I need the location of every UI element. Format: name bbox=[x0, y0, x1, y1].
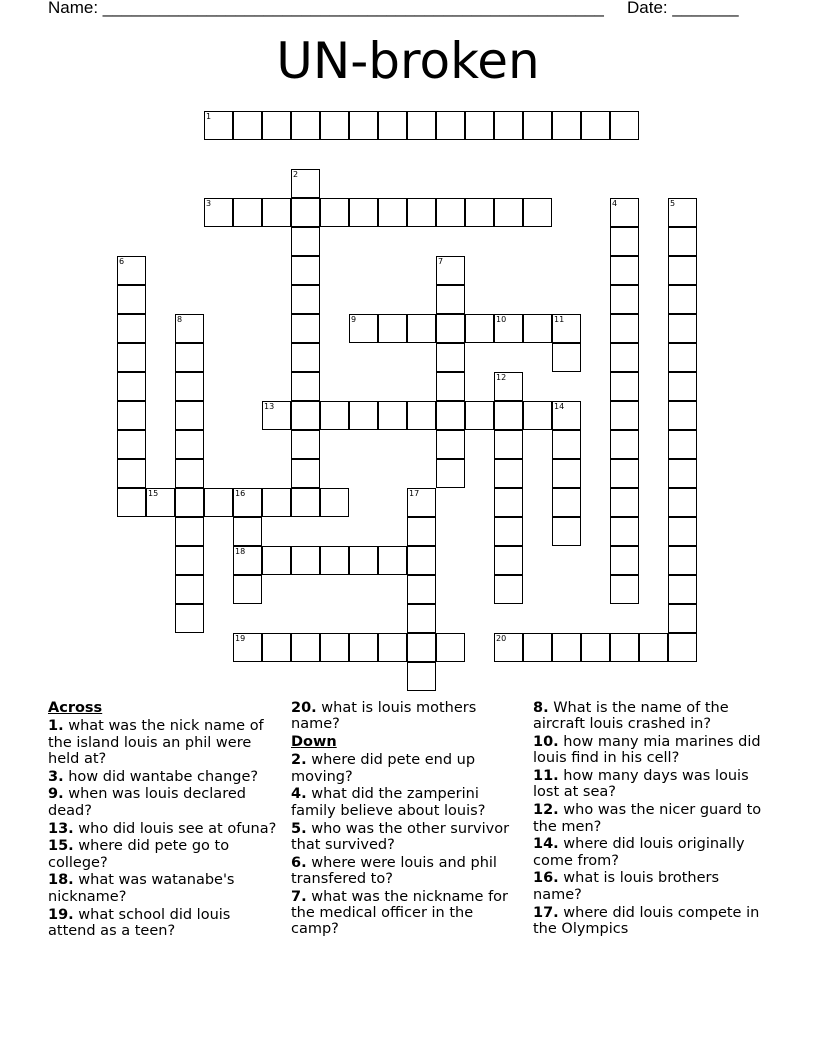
clue-number: 18. bbox=[48, 872, 74, 889]
grid-cell[interactable] bbox=[378, 401, 407, 430]
clue-item bbox=[291, 786, 519, 819]
grid-cell[interactable] bbox=[291, 314, 320, 343]
grid-cell[interactable] bbox=[233, 111, 262, 140]
grid-cell[interactable] bbox=[668, 546, 697, 575]
grid-cell[interactable] bbox=[320, 633, 349, 662]
clue-number: 13 bbox=[264, 402, 275, 411]
clue-text: what was the nickname for the medical officer in the camp? bbox=[291, 888, 509, 938]
grid-cell[interactable] bbox=[407, 546, 436, 575]
clue-text: what did the zamperini family believe about louis? bbox=[291, 786, 486, 819]
grid-cell[interactable] bbox=[378, 546, 407, 575]
grid-cell[interactable] bbox=[349, 314, 378, 343]
grid-cell[interactable] bbox=[436, 256, 465, 285]
grid-cell[interactable] bbox=[610, 227, 639, 256]
grid-cell[interactable] bbox=[117, 314, 146, 343]
clue-item bbox=[291, 855, 519, 888]
grid-cell[interactable] bbox=[668, 401, 697, 430]
grid-cell[interactable] bbox=[436, 285, 465, 314]
clue-item bbox=[48, 872, 278, 905]
grid-cell[interactable] bbox=[291, 488, 320, 517]
grid-cell[interactable] bbox=[552, 488, 581, 517]
clue-item bbox=[48, 838, 278, 871]
grid-cell[interactable] bbox=[668, 517, 697, 546]
grid-cell[interactable] bbox=[117, 285, 146, 314]
grid-cell[interactable] bbox=[291, 430, 320, 459]
grid-cell[interactable] bbox=[494, 575, 523, 604]
grid-cell[interactable] bbox=[117, 372, 146, 401]
clue-number: 20. bbox=[291, 700, 317, 716]
grid-cell[interactable] bbox=[552, 633, 581, 662]
grid-cell[interactable] bbox=[175, 488, 204, 517]
grid-cell[interactable] bbox=[320, 198, 349, 227]
grid-cell[interactable] bbox=[262, 488, 291, 517]
grid-cell[interactable] bbox=[117, 430, 146, 459]
clue-text: what school did louis attend as a teen? bbox=[48, 906, 231, 939]
clue-item bbox=[48, 769, 278, 785]
clue-text: where did louis compete in the Olympics bbox=[533, 904, 760, 937]
across-heading: Across bbox=[48, 700, 103, 716]
grid-cell[interactable] bbox=[117, 401, 146, 430]
grid-cell[interactable] bbox=[523, 314, 552, 343]
grid-cell[interactable] bbox=[610, 546, 639, 575]
grid-cell[interactable] bbox=[146, 488, 175, 517]
grid-cell[interactable] bbox=[668, 314, 697, 343]
clue-number: 15 bbox=[148, 489, 159, 498]
clues-column-1 bbox=[48, 700, 278, 941]
clue-text: how many days was louis lost at sea? bbox=[533, 768, 749, 801]
grid-cell[interactable] bbox=[378, 198, 407, 227]
clues-column-2 bbox=[291, 700, 519, 939]
grid-cell[interactable] bbox=[639, 633, 668, 662]
grid-cell[interactable] bbox=[262, 633, 291, 662]
grid-cell[interactable] bbox=[552, 430, 581, 459]
grid-cell[interactable] bbox=[233, 198, 262, 227]
grid-cell[interactable] bbox=[407, 604, 436, 633]
grid-cell[interactable] bbox=[204, 488, 233, 517]
grid-cell[interactable] bbox=[349, 111, 378, 140]
grid-cell[interactable] bbox=[291, 198, 320, 227]
grid-cell[interactable] bbox=[407, 517, 436, 546]
clue-number: 16. bbox=[533, 870, 559, 887]
grid-cell[interactable] bbox=[610, 198, 639, 227]
clue-text: what is louis mothers name? bbox=[291, 700, 477, 733]
grid-cell[interactable] bbox=[610, 430, 639, 459]
grid-cell[interactable] bbox=[407, 401, 436, 430]
clue-text: what was the nick name of the island louis an phil were held at? bbox=[48, 718, 264, 767]
grid-cell[interactable] bbox=[436, 430, 465, 459]
grid-cell[interactable] bbox=[523, 198, 552, 227]
clue-text: who did louis see at ofuna? bbox=[78, 820, 277, 837]
grid-cell[interactable] bbox=[175, 517, 204, 546]
grid-cell[interactable] bbox=[465, 401, 494, 430]
grid-cell[interactable] bbox=[291, 256, 320, 285]
date-field-label: Date: _______ bbox=[627, 0, 739, 17]
grid-cell[interactable] bbox=[668, 256, 697, 285]
grid-cell[interactable] bbox=[610, 488, 639, 517]
grid-cell[interactable] bbox=[610, 285, 639, 314]
grid-cell[interactable] bbox=[436, 401, 465, 430]
grid-cell[interactable] bbox=[668, 604, 697, 633]
clue-number: 17. bbox=[533, 904, 559, 921]
grid-cell[interactable] bbox=[175, 343, 204, 372]
grid-cell[interactable] bbox=[320, 546, 349, 575]
clue-number: 20 bbox=[496, 634, 507, 643]
grid-cell[interactable] bbox=[436, 372, 465, 401]
clue-item bbox=[533, 700, 768, 733]
down-heading: Down bbox=[291, 734, 337, 751]
grid-cell[interactable] bbox=[668, 285, 697, 314]
grid-cell[interactable] bbox=[610, 575, 639, 604]
clue-number: 11 bbox=[554, 315, 565, 324]
grid-cell[interactable] bbox=[581, 111, 610, 140]
clue-number: 7 bbox=[438, 257, 444, 266]
clue-number: 10 bbox=[496, 315, 507, 324]
clue-text: what was watanabe's nickname? bbox=[48, 872, 235, 905]
grid-cell[interactable] bbox=[523, 633, 552, 662]
grid-cell[interactable] bbox=[610, 372, 639, 401]
clue-item bbox=[48, 718, 278, 767]
grid-cell[interactable] bbox=[291, 546, 320, 575]
grid-cell[interactable] bbox=[668, 488, 697, 517]
grid-cell[interactable] bbox=[494, 314, 523, 343]
grid-cell[interactable] bbox=[291, 372, 320, 401]
clue-item bbox=[48, 821, 278, 837]
grid-cell[interactable] bbox=[436, 459, 465, 488]
grid-cell[interactable] bbox=[117, 343, 146, 372]
clue-number: 16 bbox=[235, 489, 246, 498]
clue-number: 19. bbox=[48, 906, 74, 923]
clue-number: 18 bbox=[235, 547, 246, 556]
grid-cell[interactable] bbox=[407, 488, 436, 517]
grid-cell[interactable] bbox=[175, 430, 204, 459]
clue-number: 1. bbox=[48, 718, 64, 735]
clue-item bbox=[533, 768, 768, 801]
grid-cell[interactable] bbox=[668, 575, 697, 604]
clues-column-3 bbox=[533, 700, 768, 939]
grid-cell[interactable] bbox=[291, 401, 320, 430]
grid-cell[interactable] bbox=[320, 111, 349, 140]
clue-number: 12 bbox=[496, 373, 507, 382]
page-title: UN-broken bbox=[276, 32, 540, 90]
clue-text: who was the other survivor that survived? bbox=[291, 820, 510, 853]
clue-number: 9. bbox=[48, 786, 64, 803]
grid-cell[interactable] bbox=[610, 111, 639, 140]
clue-number: 1 bbox=[206, 112, 212, 121]
grid-cell[interactable] bbox=[610, 517, 639, 546]
grid-cell[interactable] bbox=[349, 198, 378, 227]
grid-cell[interactable] bbox=[436, 633, 465, 662]
grid-cell[interactable] bbox=[668, 198, 697, 227]
clue-text: What is the name of the aircraft louis crashed in? bbox=[533, 700, 729, 733]
grid-cell[interactable] bbox=[117, 459, 146, 488]
clue-item bbox=[533, 802, 768, 835]
grid-cell[interactable] bbox=[233, 546, 262, 575]
grid-cell[interactable] bbox=[291, 111, 320, 140]
grid-cell[interactable] bbox=[610, 633, 639, 662]
clue-number: 2 bbox=[293, 170, 299, 179]
grid-cell[interactable] bbox=[175, 546, 204, 575]
clue-item bbox=[533, 734, 768, 767]
grid-cell[interactable] bbox=[494, 517, 523, 546]
grid-cell[interactable] bbox=[291, 633, 320, 662]
clue-number: 15. bbox=[48, 838, 74, 855]
clue-number: 5 bbox=[670, 199, 676, 208]
clue-item bbox=[291, 889, 519, 938]
clue-number: 9 bbox=[351, 315, 357, 324]
grid-cell[interactable] bbox=[610, 401, 639, 430]
grid-cell[interactable] bbox=[581, 633, 610, 662]
grid-cell[interactable] bbox=[668, 343, 697, 372]
clue-number: 4. bbox=[291, 786, 307, 803]
clue-text: how many mia marines did louis find in his cell? bbox=[533, 734, 761, 767]
grid-cell[interactable] bbox=[378, 111, 407, 140]
clue-number: 2. bbox=[291, 752, 307, 769]
clue-text: how did wantabe change? bbox=[68, 768, 259, 785]
grid-cell[interactable] bbox=[175, 314, 204, 343]
clue-text: when was louis declared dead? bbox=[48, 786, 246, 819]
clue-number: 17 bbox=[409, 489, 420, 498]
grid-cell[interactable] bbox=[552, 111, 581, 140]
clue-number: 8 bbox=[177, 315, 183, 324]
grid-cell[interactable] bbox=[610, 343, 639, 372]
grid-cell[interactable] bbox=[378, 314, 407, 343]
clue-number: 6 bbox=[119, 257, 125, 266]
clue-number: 12. bbox=[533, 802, 559, 819]
grid-cell[interactable] bbox=[494, 372, 523, 401]
clue-number: 14. bbox=[533, 836, 559, 853]
grid-cell[interactable] bbox=[204, 198, 233, 227]
clue-number: 10. bbox=[533, 734, 559, 751]
grid-cell[interactable] bbox=[175, 401, 204, 430]
grid-cell[interactable] bbox=[668, 633, 697, 662]
name-field-label: Name: _____________________________________________________ bbox=[48, 0, 604, 17]
grid-cell[interactable] bbox=[291, 343, 320, 372]
grid-cell[interactable] bbox=[262, 401, 291, 430]
clue-text: where did pete end up moving? bbox=[291, 752, 476, 785]
grid-cell[interactable] bbox=[465, 111, 494, 140]
grid-cell[interactable] bbox=[349, 633, 378, 662]
grid-cell[interactable] bbox=[117, 256, 146, 285]
grid-cell[interactable] bbox=[204, 111, 233, 140]
grid-cell[interactable] bbox=[175, 575, 204, 604]
clue-item bbox=[48, 786, 278, 819]
grid-cell[interactable] bbox=[407, 314, 436, 343]
grid-cell[interactable] bbox=[262, 546, 291, 575]
clue-item bbox=[291, 700, 519, 733]
grid-cell[interactable] bbox=[175, 372, 204, 401]
clue-number: 14 bbox=[554, 402, 565, 411]
grid-cell[interactable] bbox=[465, 198, 494, 227]
grid-cell[interactable] bbox=[552, 459, 581, 488]
clue-item bbox=[291, 752, 519, 785]
grid-cell[interactable] bbox=[494, 488, 523, 517]
grid-cell[interactable] bbox=[378, 633, 407, 662]
clue-number: 19 bbox=[235, 634, 246, 643]
clue-item bbox=[291, 821, 519, 854]
grid-cell[interactable] bbox=[407, 633, 436, 662]
grid-cell[interactable] bbox=[494, 198, 523, 227]
clue-item bbox=[48, 907, 278, 940]
grid-cell[interactable] bbox=[610, 256, 639, 285]
clue-number: 8. bbox=[533, 700, 549, 716]
grid-cell[interactable] bbox=[407, 111, 436, 140]
clue-number: 11. bbox=[533, 768, 559, 785]
grid-cell[interactable] bbox=[233, 633, 262, 662]
grid-cell[interactable] bbox=[407, 575, 436, 604]
grid-cell[interactable] bbox=[233, 488, 262, 517]
clue-number: 4 bbox=[612, 199, 618, 208]
grid-cell[interactable] bbox=[668, 430, 697, 459]
clue-text: where were louis and phil transfered to? bbox=[291, 854, 497, 887]
grid-cell[interactable] bbox=[494, 633, 523, 662]
grid-cell[interactable] bbox=[291, 459, 320, 488]
grid-cell[interactable] bbox=[552, 517, 581, 546]
grid-cell[interactable] bbox=[494, 111, 523, 140]
grid-cell[interactable] bbox=[436, 343, 465, 372]
grid-cell[interactable] bbox=[291, 169, 320, 198]
clue-text: where did pete go to college? bbox=[48, 838, 230, 871]
grid-cell[interactable] bbox=[349, 546, 378, 575]
grid-cell[interactable] bbox=[262, 198, 291, 227]
grid-cell[interactable] bbox=[436, 314, 465, 343]
clue-item bbox=[533, 905, 768, 938]
grid-cell[interactable] bbox=[233, 575, 262, 604]
grid-cell[interactable] bbox=[407, 662, 436, 691]
grid-cell[interactable] bbox=[175, 604, 204, 633]
grid-cell[interactable] bbox=[175, 459, 204, 488]
grid-cell[interactable] bbox=[494, 430, 523, 459]
clue-number: 6. bbox=[291, 854, 307, 871]
grid-cell[interactable] bbox=[494, 401, 523, 430]
clue-text: where did louis originally come from? bbox=[533, 836, 745, 869]
grid-cell[interactable] bbox=[291, 285, 320, 314]
clue-text: what is louis brothers name? bbox=[533, 870, 720, 903]
grid-cell[interactable] bbox=[291, 227, 320, 256]
clue-number: 7. bbox=[291, 888, 307, 905]
clue-item bbox=[533, 836, 768, 869]
grid-cell[interactable] bbox=[320, 401, 349, 430]
clue-number: 5. bbox=[291, 820, 307, 837]
grid-cell[interactable] bbox=[552, 314, 581, 343]
grid-cell[interactable] bbox=[668, 372, 697, 401]
clue-item bbox=[533, 870, 768, 903]
grid-cell[interactable] bbox=[233, 517, 262, 546]
clue-number: 3. bbox=[48, 768, 64, 785]
grid-cell[interactable] bbox=[407, 198, 436, 227]
grid-cell[interactable] bbox=[320, 488, 349, 517]
grid-cell[interactable] bbox=[436, 198, 465, 227]
grid-cell[interactable] bbox=[610, 314, 639, 343]
grid-cell[interactable] bbox=[523, 111, 552, 140]
grid-cell[interactable] bbox=[117, 488, 146, 517]
grid-cell[interactable] bbox=[523, 401, 552, 430]
clue-number: 13. bbox=[48, 820, 74, 837]
clue-number: 3 bbox=[206, 199, 212, 208]
grid-cell[interactable] bbox=[552, 343, 581, 372]
grid-cell[interactable] bbox=[262, 111, 291, 140]
grid-cell[interactable] bbox=[436, 111, 465, 140]
grid-cell[interactable] bbox=[668, 459, 697, 488]
grid-cell[interactable] bbox=[668, 227, 697, 256]
grid-cell[interactable] bbox=[465, 314, 494, 343]
grid-cell[interactable] bbox=[494, 546, 523, 575]
grid-cell[interactable] bbox=[349, 401, 378, 430]
grid-cell[interactable] bbox=[494, 459, 523, 488]
grid-cell[interactable] bbox=[552, 401, 581, 430]
clue-text: who was the nicer guard to the men? bbox=[533, 802, 762, 835]
grid-cell[interactable] bbox=[610, 459, 639, 488]
